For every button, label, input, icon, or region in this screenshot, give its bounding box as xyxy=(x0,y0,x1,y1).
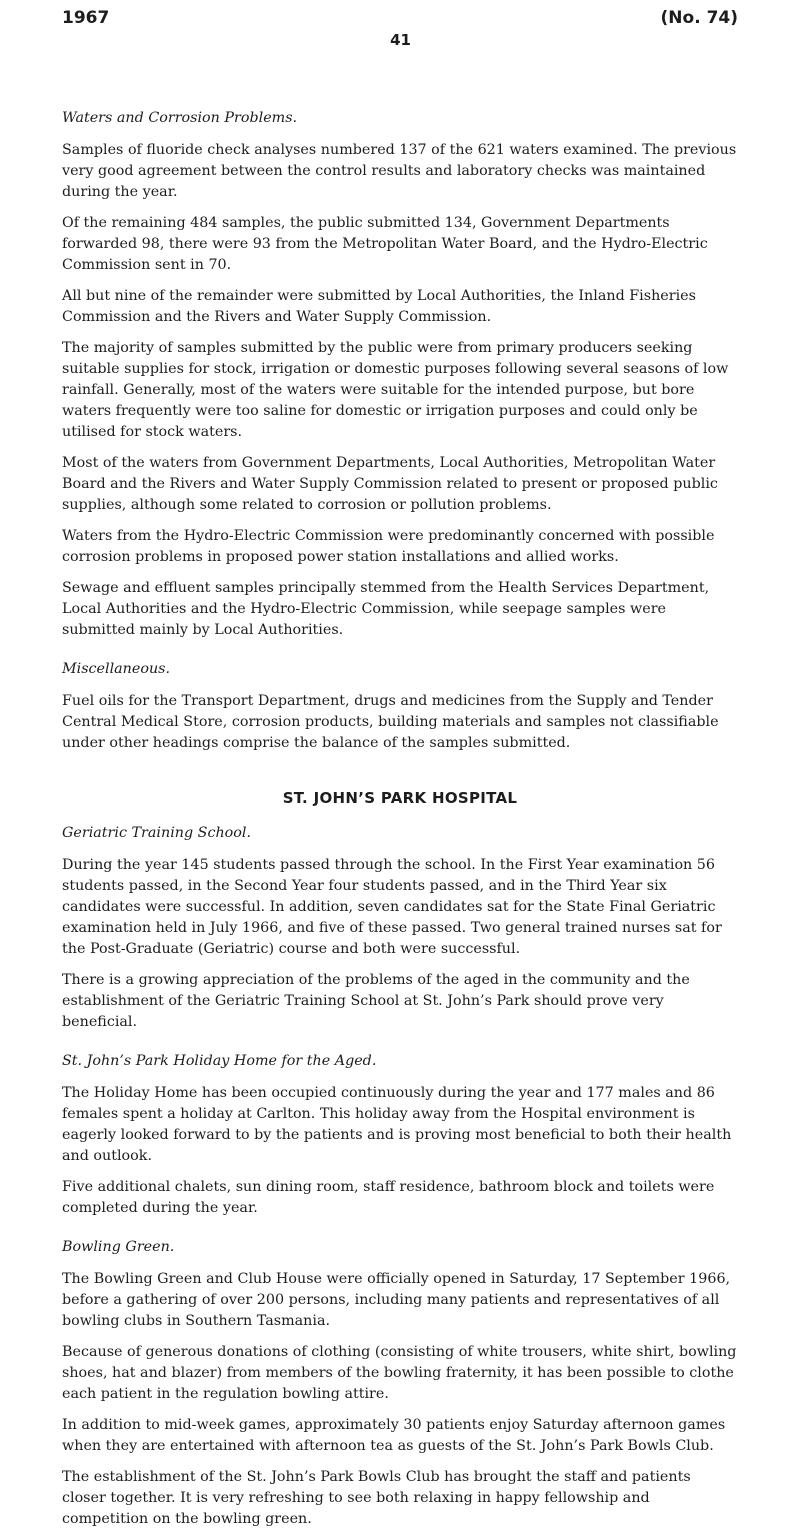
paragraph: During the year 145 students passed through the school. In the First Year examination 56 students passed, in the Second Year four students passed, and in the Third Year six candidates were successful. In addition, seven candidates sat for the State Final Geriatric examination held in July 1966, and five of these passed. Two general trained nurses sat for the Post-Graduate (Geriatric) course and both were successful. xyxy=(62,857,722,957)
paragraph: Five additional chalets, sun dining room, staff residence, bathroom block and toilets were completed during the year. xyxy=(62,1179,715,1216)
paragraph: The Holiday Home has been occupied continuously during the year and 177 males and 86 females spent a holiday at Carlton. This holiday away from the Hospital environment is eagerly looked forward to by the patients and is proving most beneficial to both their health and outlook. xyxy=(62,1085,732,1164)
page-body xyxy=(62,108,738,1540)
paragraph: The establishment of the St. John’s Park Bowls Club has brought the staff and patients closer together. It is very refreshing to see both relaxing in happy fellowship and competition on the bowling green. xyxy=(62,1469,691,1527)
section-title-waters: Waters and Corrosion Problems. xyxy=(62,110,298,126)
section-title-holiday-home: St. John’s Park Holiday Home for the Aged. xyxy=(62,1053,377,1069)
paragraph: Samples of fluoride check analyses numbered 137 of the 621 waters examined. The previous very good agreement between the control results and laboratory checks was maintained during the year. xyxy=(62,142,737,200)
page-number: 41 xyxy=(390,31,411,49)
section-title-miscellaneous: Miscellaneous. xyxy=(62,661,171,677)
paragraph: Waters from the Hydro-Electric Commission were predominantly concerned with possible corrosion problems in proposed power station installations and allied works. xyxy=(62,528,715,565)
section-title-geriatric: Geriatric Training School. xyxy=(62,825,252,841)
hospital-heading: ST. JOHN’S PARK HOSPITAL xyxy=(282,789,518,807)
paragraph: Most of the waters from Government Departments, Local Authorities, Metropolitan Water Board and the Rivers and Water Supply Commission related to present or proposed public supplies, although some related to corrosion or pollution problems. xyxy=(62,455,718,513)
paragraph: In addition to mid-week games, approximately 30 patients enjoy Saturday afternoon games when they are entertained with afternoon tea as guests of the St. John’s Park Bowls Club. xyxy=(62,1417,726,1454)
paragraph: All but nine of the remainder were submitted by Local Authorities, the Inland Fisheries Commission and the Rivers and Water Supply Commission. xyxy=(62,288,696,325)
paragraph: The majority of samples submitted by the public were from primary producers seeking suitable supplies for stock, irrigation or domestic purposes following several seasons of low rainfall. Generally, most of the waters were suitable for the intended purpose, but bore waters frequently were too saline for domestic or irrigation purposes and could only be utilised for stock waters. xyxy=(62,340,729,440)
paragraph: Of the remaining 484 samples, the public submitted 134, Government Departments forwarded 98, there were 93 from the Metropolitan Water Board, and the Hydro-Electric Commission sent in 70. xyxy=(62,215,708,273)
header-number: (No. 74) xyxy=(660,8,738,28)
paragraph: Fuel oils for the Transport Department, drugs and medicines from the Supply and Tender Central Medical Store, corrosion products, building materials and samples not classifiable under other headings comprise the balance of the samples submitted. xyxy=(62,693,719,751)
paragraph: Because of generous donations of clothing (consisting of white trousers, white shirt, bowling shoes, hat and blazer) from members of the bowling fraternity, it has been possible to clothe each patient in the regulation bowling attire. xyxy=(62,1344,737,1402)
section-title-bowling-green: Bowling Green. xyxy=(62,1239,175,1255)
header-year: 1967 xyxy=(62,8,110,28)
paragraph: There is a growing appreciation of the problems of the aged in the community and the establishment of the Geriatric Training School at St. John’s Park should prove very beneficial. xyxy=(62,972,690,1030)
paragraph: Sewage and effluent samples principally stemmed from the Health Services Department, Local Authorities and the Hydro-Electric Commission, while seepage samples were submitted mainly by Local Authorities. xyxy=(62,580,710,638)
paragraph: The Bowling Green and Club House were officially opened in Saturday, 17 September 1966, before a gathering of over 200 persons, including many patients and representatives of all bowling clubs in Southern Tasmania. xyxy=(62,1271,731,1329)
